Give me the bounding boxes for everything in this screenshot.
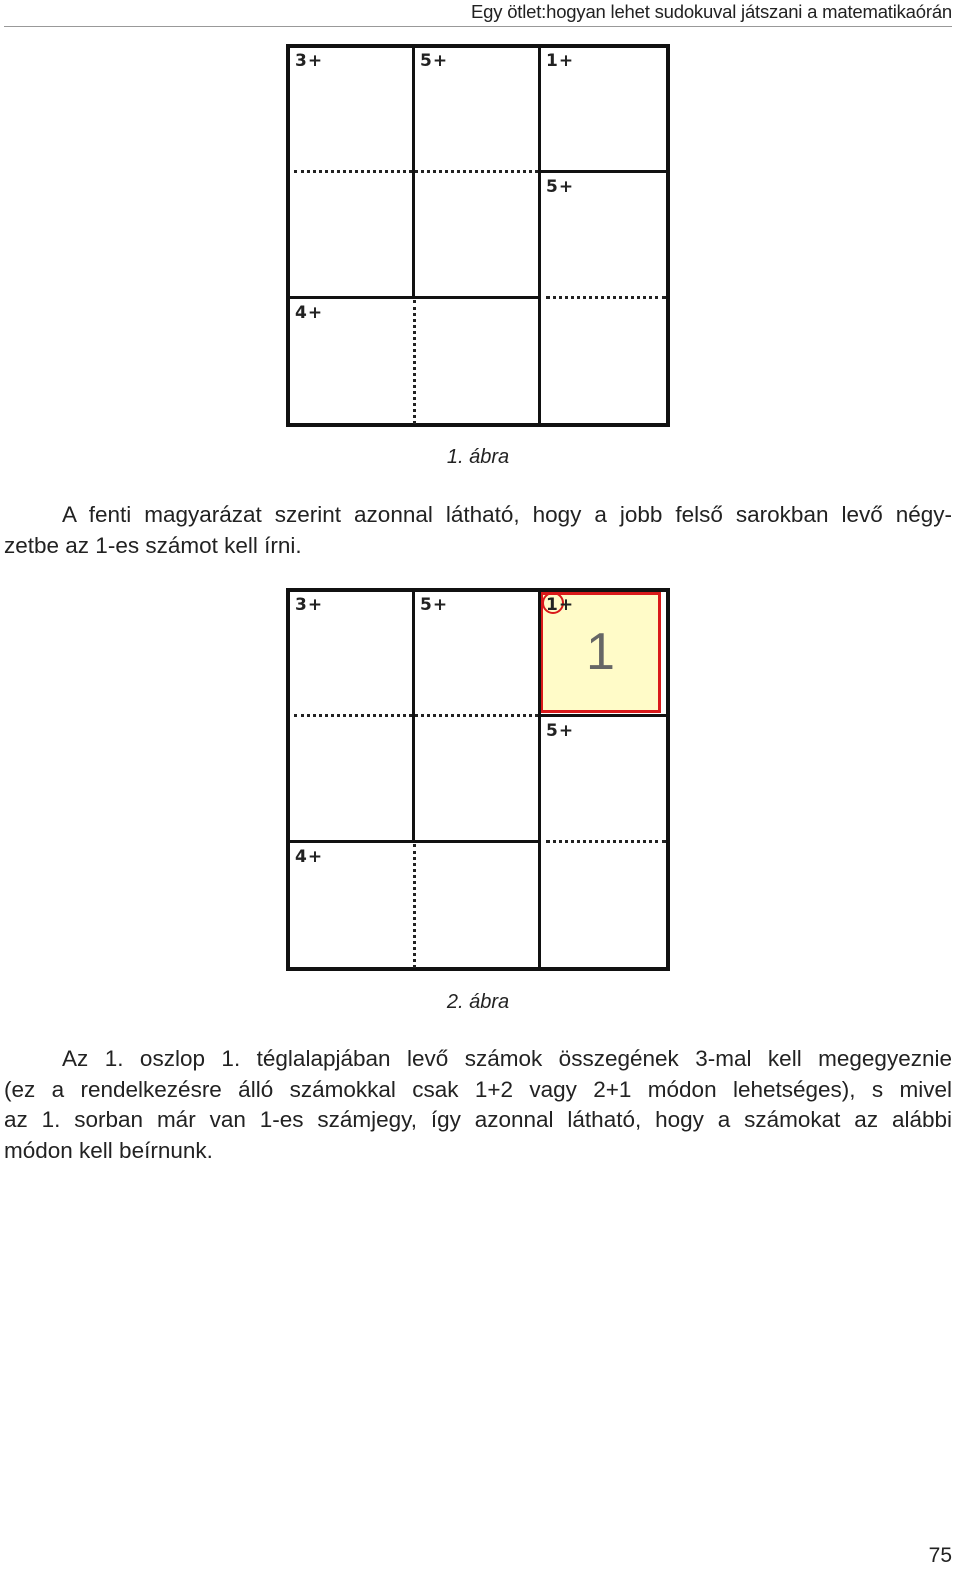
- paragraph-line: az 1. sorban már van 1-es számjegy, így azonnal látható, hogy a számokat az alábbi: [4, 1107, 952, 1132]
- figure-2-puzzle-grid: [286, 588, 670, 971]
- cell-divider: [546, 840, 666, 843]
- cage-border: [538, 592, 541, 967]
- cage-clue: 3+: [295, 51, 324, 71]
- paragraph-line: A fenti magyarázat szerint azonnal látható, hogy a jobb felső sarokban levő négy-: [62, 502, 952, 527]
- cell-divider: [413, 300, 416, 424]
- cage-clue: 5+: [420, 595, 449, 615]
- running-title: Egy ötlet:hogyan lehet sudokuval játszani a matematikaórán: [471, 1, 952, 22]
- cage-clue: 1+: [546, 595, 575, 615]
- figure-1-puzzle-grid: [286, 44, 670, 427]
- header-rule: [4, 26, 952, 27]
- cell-divider: [294, 170, 538, 173]
- cage-clue: 1+: [546, 51, 575, 71]
- paragraph-2: [4, 1044, 952, 1166]
- paragraph-line: módon kell beírnunk.: [4, 1137, 213, 1163]
- figure-1-caption: 1. ábra: [446, 446, 510, 468]
- figure-2-caption: 2. ábra: [446, 991, 510, 1013]
- cage-clue: 5+: [546, 721, 575, 741]
- cage-border: [412, 592, 415, 717]
- paragraph-line: zetbe az 1-es számot kell írni.: [4, 532, 302, 558]
- cell-divider: [413, 844, 416, 968]
- cage-border: [412, 173, 415, 297]
- cell-divider: [294, 714, 538, 717]
- paragraph-line: (ez a rendelkezésre álló számokkal csak 1+2 vagy 2+1 módon lehetséges), s mivel: [4, 1076, 952, 1102]
- cage-border: [290, 840, 538, 843]
- paragraph-line: Az 1. oszlop 1. téglalapjában levő számok összegének 3-mal kell megegyeznie: [62, 1046, 952, 1071]
- paragraph-1: [4, 500, 952, 561]
- page-number: 75: [928, 1544, 952, 1567]
- cage-border: [538, 48, 541, 423]
- cage-clue: 3+: [295, 595, 324, 615]
- cage-clue: 4+: [295, 847, 324, 867]
- cage-border: [290, 296, 538, 299]
- cage-border: [412, 48, 415, 173]
- cage-border: [412, 717, 415, 841]
- grid-border: [286, 44, 670, 427]
- cage-clue: 5+: [420, 51, 449, 71]
- cage-clue: 4+: [295, 303, 324, 323]
- cage-border: [538, 170, 666, 173]
- cage-clue: 5+: [546, 177, 575, 197]
- cage-border: [538, 714, 666, 717]
- filled-cell-value: 1: [586, 623, 615, 681]
- cell-divider: [546, 296, 666, 299]
